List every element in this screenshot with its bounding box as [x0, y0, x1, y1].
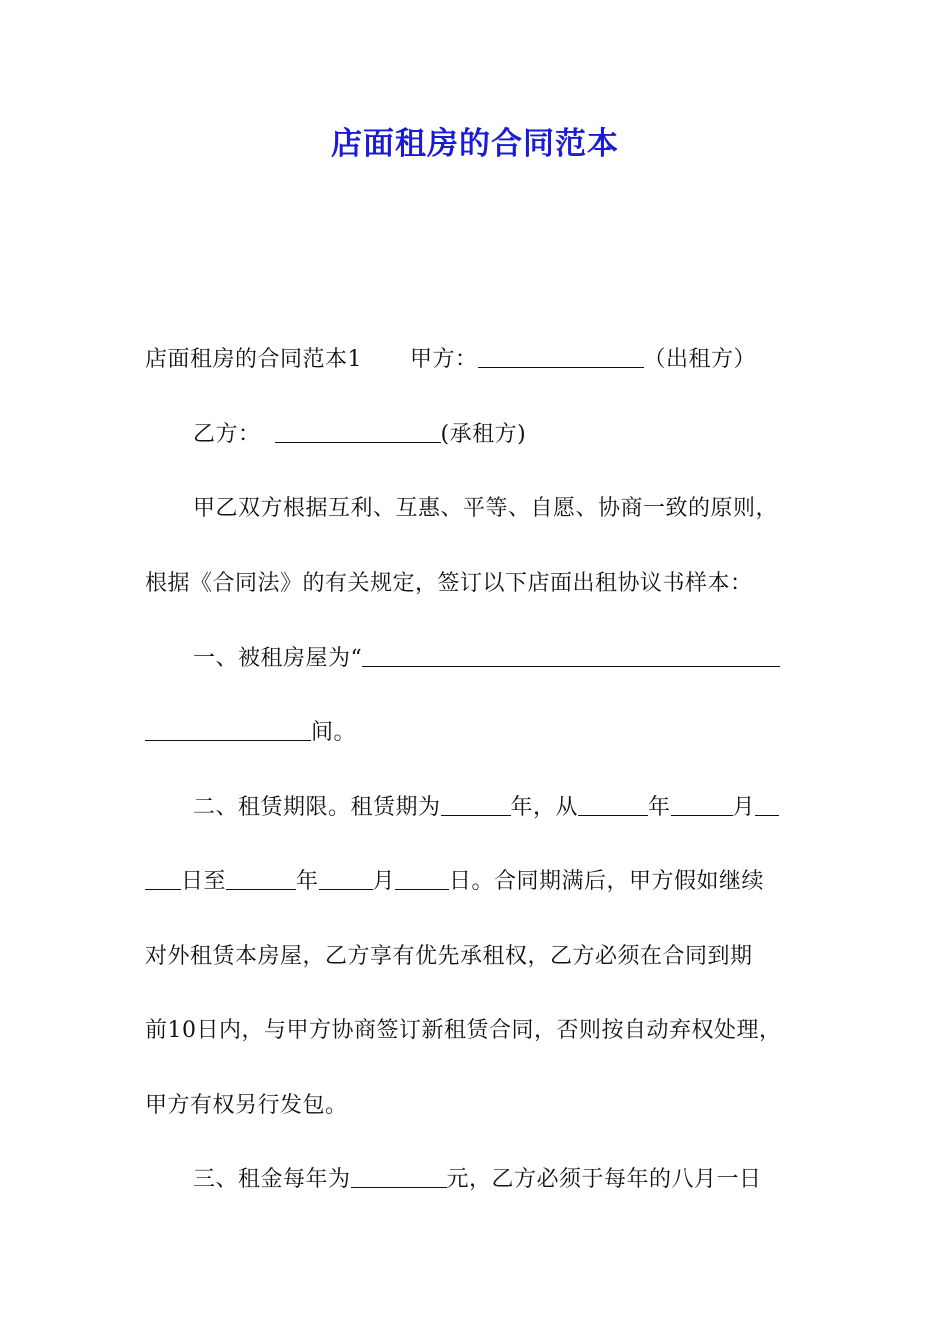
rent-amount-blank [351, 1165, 447, 1188]
start-day-blank-cont [145, 867, 181, 890]
end-month-text: 月 [372, 869, 396, 894]
paragraph-line-3 [193, 494, 883, 524]
party-b-blank [275, 420, 441, 443]
year-text: 年 [648, 795, 671, 820]
paragraph-line-4 [145, 569, 835, 599]
paragraph-line-6 [145, 718, 835, 748]
premises-blank [362, 644, 780, 667]
paragraph-line-10 [145, 1016, 835, 1046]
from-text: 年，从 [510, 795, 579, 820]
end-month-blank [319, 867, 373, 890]
month-text: 月 [732, 795, 756, 820]
rent-payment-text: 元，乙方必须于每年的八月一日 [446, 1167, 762, 1192]
party-a-blank [478, 345, 644, 368]
law-reference-text: 根据《合同法》的有关规定，签订以下店面出租协议书样本： [145, 571, 753, 596]
principle-text: 甲乙双方根据互利、互惠、平等、自愿、协商一致的原则， [193, 496, 779, 521]
notice-text: 前10日内，与甲方协商签订新租赁合同，否则按自动弃权处理， [145, 1018, 782, 1043]
party-b-role: (承租方) [440, 422, 527, 447]
paragraph-line-1 [145, 345, 835, 375]
paragraph-line-11 [145, 1091, 835, 1121]
priority-text: 对外租赁本房屋，乙方享有优先承租权，乙方必须在合同到期 [145, 944, 753, 969]
start-year-blank [578, 793, 648, 816]
paragraph-line-7 [193, 793, 883, 823]
start-day-blank [755, 793, 779, 816]
contract-heading-text: 店面租房的合同范本1 [145, 347, 362, 372]
clause-3-text: 三、租金每年为 [193, 1167, 351, 1192]
paragraph-line-2 [193, 420, 883, 450]
document-title: 店面租房的合同范本 [331, 126, 619, 162]
renewal-text: 日。合同期满后，甲方假如继续 [449, 869, 765, 894]
party-a-label: 甲方： [410, 347, 478, 372]
end-day-blank [395, 867, 449, 890]
paragraph-line-12 [193, 1165, 883, 1195]
premises-blank-cont [145, 718, 311, 741]
clause-2-text: 二、租赁期限。租赁期为 [193, 795, 441, 820]
to-text: 日至 [181, 869, 227, 894]
term-years-blank [441, 793, 511, 816]
end-year-blank [226, 867, 296, 890]
end-year-text: 年 [296, 869, 319, 894]
party-a-role: （出租方） [643, 347, 757, 372]
clause-1-text: 一、被租房屋为“ [193, 646, 363, 671]
start-month-blank [671, 793, 733, 816]
paragraph-line-9 [145, 942, 835, 972]
paragraph-line-8 [145, 867, 835, 897]
paragraph-line-5 [193, 644, 883, 674]
party-b-label: 乙方： [193, 422, 261, 447]
room-unit-text: 间。 [311, 720, 357, 745]
reassign-text: 甲方有权另行发包。 [145, 1093, 348, 1118]
